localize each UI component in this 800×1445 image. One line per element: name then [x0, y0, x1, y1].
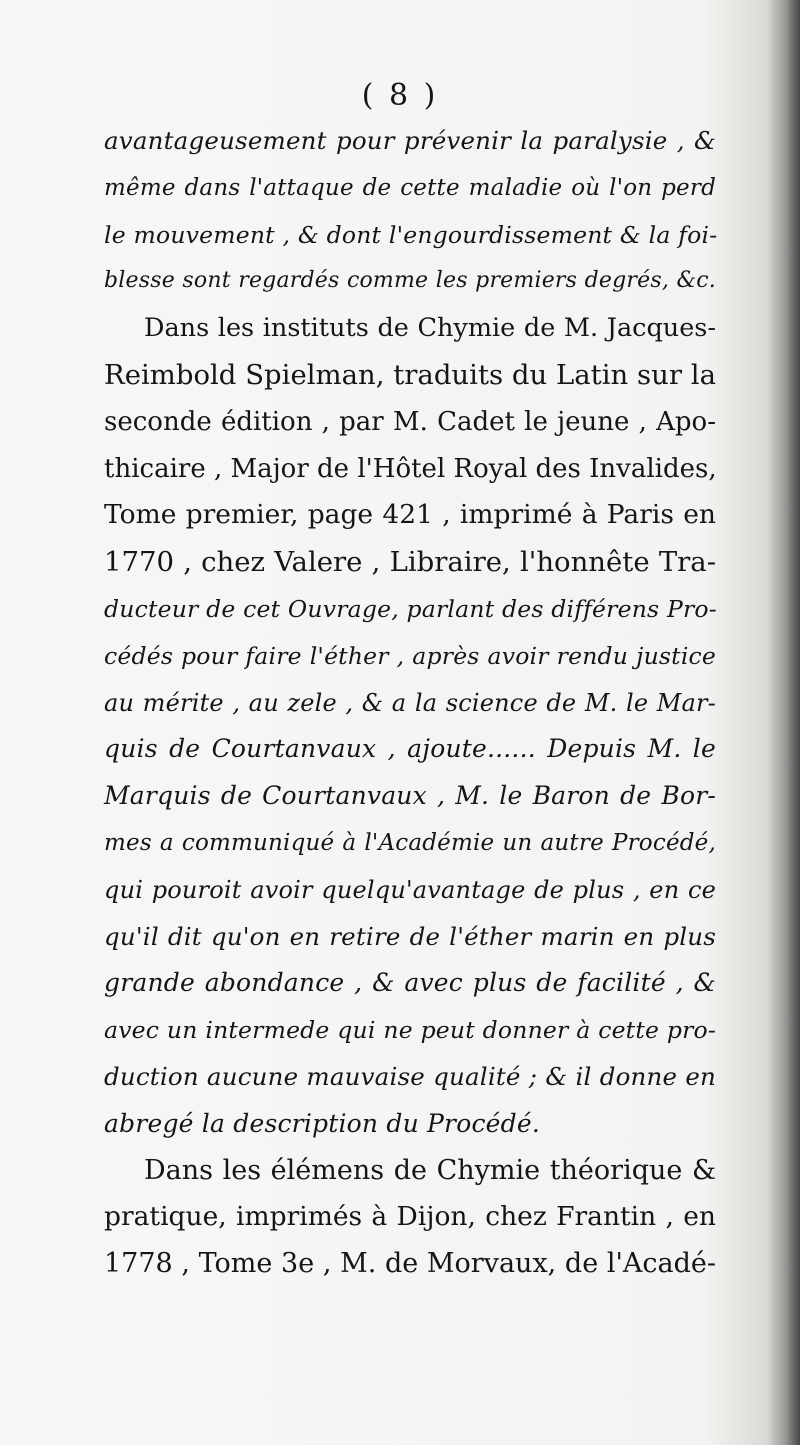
paragraph-start-line: Dans les instituts de Chymie de M. Jacques-	[144, 313, 716, 344]
text-line: cédés pour faire l'éther , après avoir rendu justice	[104, 641, 716, 670]
text-line: quis de Courtanvaux , ajoute...... Depuis M. le	[104, 734, 716, 764]
paragraph-end-line: abregé la description du Procédé.	[104, 1108, 540, 1138]
body-text	[104, 118, 716, 1288]
paragraph-start-line: Dans les élémens de Chymie théorique &	[144, 1154, 716, 1186]
text-line: avec un intermede qui ne peut donner à cette pro-	[104, 1016, 716, 1045]
text-line: ducteur de cet Ouvrage, parlant des différens Pro-	[104, 594, 717, 623]
text-line: Tome premier, page 421 , imprimé à Paris en	[104, 499, 716, 531]
text-line: seconde édition , par M. Cadet le jeune , Apo-	[104, 406, 716, 437]
text-line: le mouvement , & dont l'engourdissement & la foi-	[104, 220, 718, 249]
text-line: avantageusement pour prévenir la paralysie , &	[104, 126, 716, 155]
page-number: ( 8 )	[361, 78, 439, 113]
text-line: Marquis de Courtanvaux , M. le Baron de Bor-	[104, 781, 716, 811]
text-line: 1778 , Tome 3e , M. de Morvaux, de l'Acadé-	[104, 1248, 716, 1280]
text-line: mes a communiqué à l'Académie un autre Procédé,	[104, 829, 716, 856]
text-line: duction aucune mauvaise qualité ; & il donne en	[104, 1061, 716, 1091]
text-line: au mérite , au zele , & a la science de M. le Mar-	[104, 688, 716, 717]
text-line: pratique, imprimés à Dijon, chez Frantin , en	[104, 1201, 716, 1233]
text-line: Reimbold Spielman, traduits du Latin sur la	[104, 358, 716, 391]
page-edge-shadow	[766, 0, 800, 1445]
text-line: même dans l'attaque de cette maladie où l'on perd	[104, 174, 716, 201]
text-line: 1770 , chez Valere , Libraire, l'honnête Tra-	[104, 546, 716, 579]
text-line: blesse sont regardés comme les premiers degrés, &c.	[104, 268, 716, 294]
text-line: grande abondance , & avec plus de facilité , &	[104, 968, 716, 998]
text-line: qu'il dit qu'on en retire de l'éther marin en plus	[104, 921, 716, 951]
text-line: qui pouroit avoir quelqu'avantage de plus , en ce	[104, 875, 716, 904]
text-line: thicaire , Major de l'Hôtel Royal des Invalides,	[104, 453, 717, 484]
